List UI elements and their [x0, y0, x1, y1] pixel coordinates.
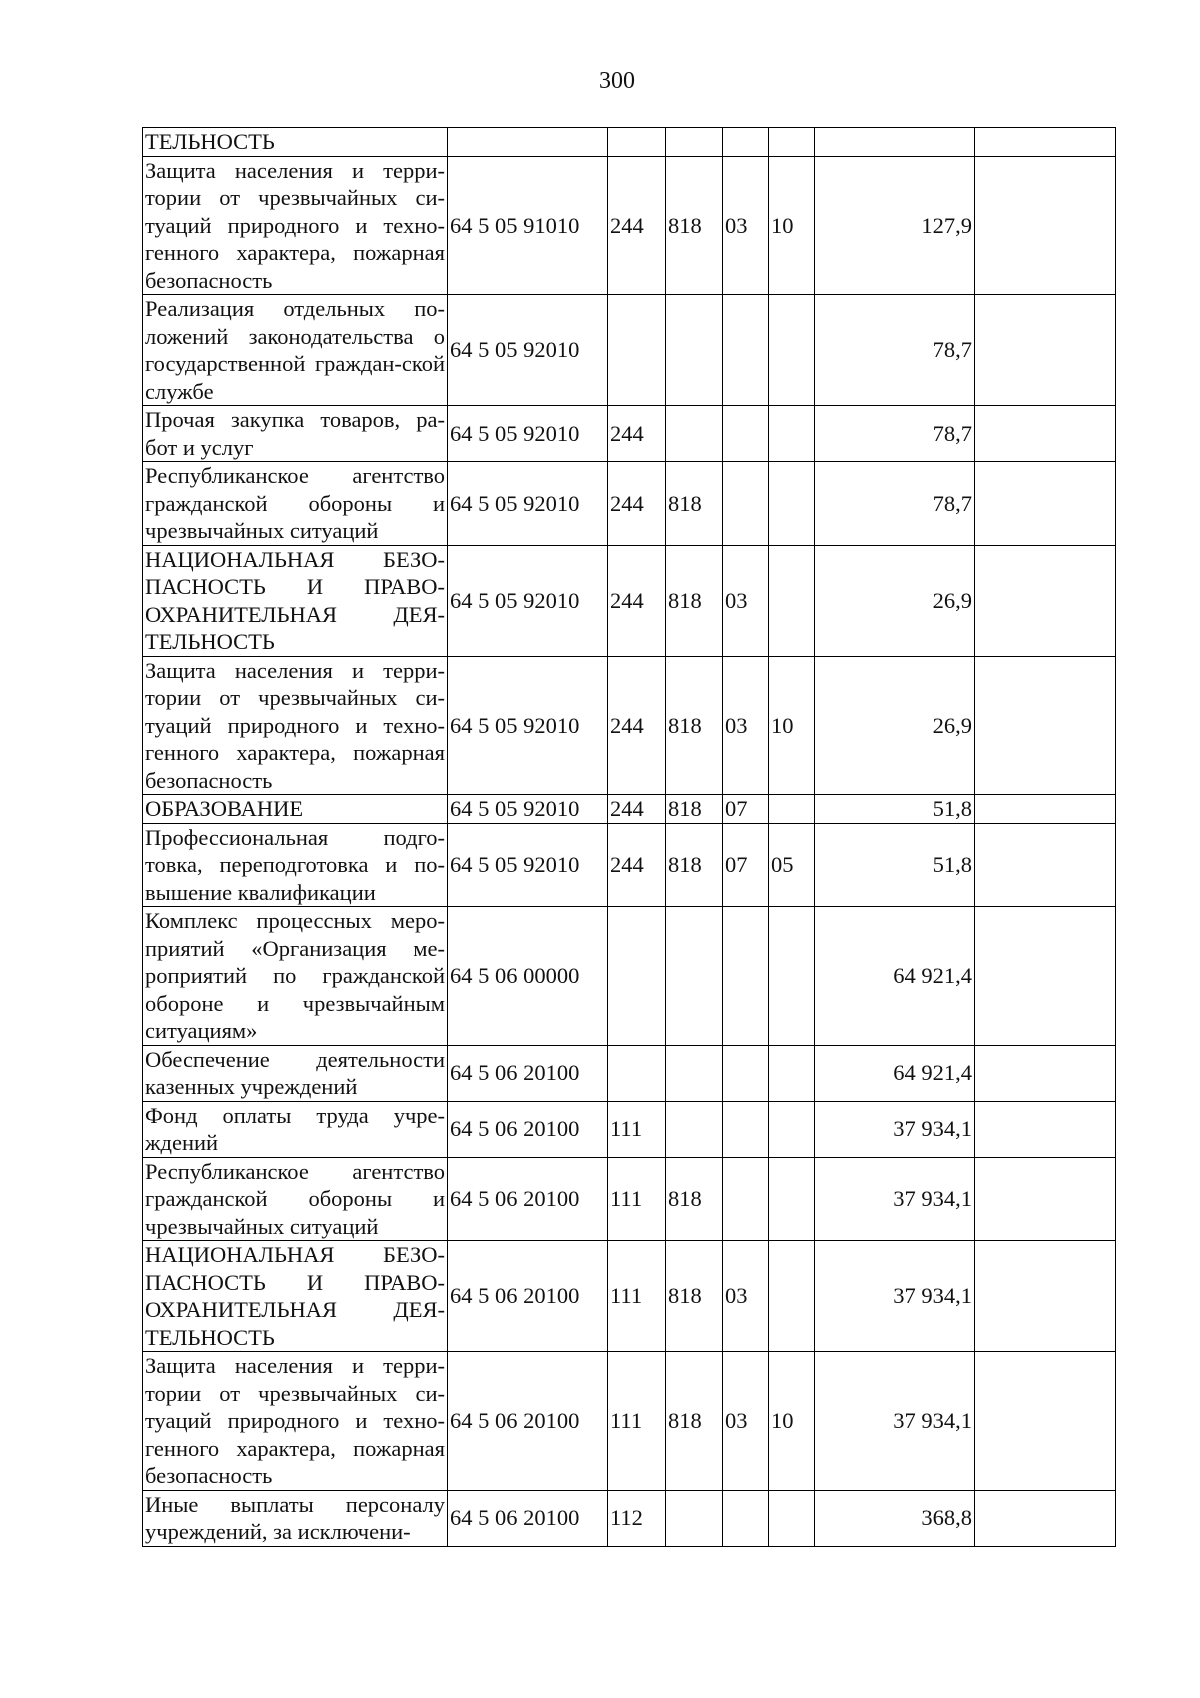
row-code-cell [448, 128, 608, 157]
row-extra-cell [975, 156, 1116, 295]
row-amount-cell: 37 934,1 [815, 1157, 975, 1241]
row-subsection-cell: 05 [769, 823, 815, 907]
row-expense-type-cell: 111 [608, 1352, 666, 1491]
row-expense-type-cell: 244 [608, 795, 666, 824]
table-row [143, 128, 1116, 157]
row-code-cell: 64 5 06 20100 [448, 1490, 608, 1546]
row-extra-cell [975, 545, 1116, 656]
row-section-cell [723, 1490, 769, 1546]
row-administrator-cell [666, 1045, 723, 1101]
row-extra-cell [975, 1241, 1116, 1352]
row-name-cell: Профессиональная подго-товка, переподготовка и по-вышение квалификации [143, 823, 448, 907]
row-amount-cell [815, 128, 975, 157]
table-row [143, 1101, 1116, 1157]
row-extra-cell [975, 1101, 1116, 1157]
row-administrator-cell [666, 128, 723, 157]
row-extra-cell [975, 795, 1116, 824]
row-extra-cell [975, 406, 1116, 462]
row-subsection-cell: 10 [769, 1352, 815, 1491]
row-expense-type-cell: 244 [608, 156, 666, 295]
row-name-cell: Обеспечение деятельности казенных учреждений [143, 1045, 448, 1101]
row-section-cell: 07 [723, 795, 769, 824]
row-expense-type-cell [608, 128, 666, 157]
table-row [143, 1157, 1116, 1241]
row-administrator-cell [666, 1101, 723, 1157]
row-code-cell: 64 5 06 20100 [448, 1045, 608, 1101]
row-name-cell: Комплекс процессных меро-приятий «Организация ме-роприятий по гражданской обороне и чрезвычайным ситуациям» [143, 907, 448, 1046]
row-name-cell: Защита населения и терри-тории от чрезвычайных си-туаций природного и техно-генного характера, пожарная безопасность [143, 1352, 448, 1491]
row-expense-type-cell: 244 [608, 656, 666, 795]
row-section-cell [723, 128, 769, 157]
row-amount-cell: 127,9 [815, 156, 975, 295]
row-name-cell: Защита населения и терри-тории от чрезвычайных си-туаций природного и техно-генного характера, пожарная безопасность [143, 656, 448, 795]
row-code-cell: 64 5 06 20100 [448, 1352, 608, 1491]
row-expense-type-cell: 111 [608, 1241, 666, 1352]
table-row [143, 1045, 1116, 1101]
row-section-cell: 07 [723, 823, 769, 907]
row-extra-cell [975, 1352, 1116, 1491]
row-extra-cell [975, 1490, 1116, 1546]
page-number: 300 [599, 68, 635, 94]
row-subsection-cell: 10 [769, 656, 815, 795]
row-administrator-cell: 818 [666, 1157, 723, 1241]
row-amount-cell: 78,7 [815, 462, 975, 546]
row-code-cell: 64 5 06 20100 [448, 1157, 608, 1241]
row-name-cell: Фонд оплаты труда учре-ждений [143, 1101, 448, 1157]
row-administrator-cell: 818 [666, 795, 723, 824]
row-code-cell: 64 5 05 92010 [448, 795, 608, 824]
row-name-cell: Республиканское агентство гражданской обороны и чрезвычайных ситуаций [143, 1157, 448, 1241]
row-amount-cell: 26,9 [815, 656, 975, 795]
row-administrator-cell: 818 [666, 545, 723, 656]
row-amount-cell: 368,8 [815, 1490, 975, 1546]
row-expense-type-cell: 244 [608, 823, 666, 907]
row-code-cell: 64 5 05 92010 [448, 295, 608, 406]
table-row [143, 656, 1116, 795]
row-amount-cell: 51,8 [815, 823, 975, 907]
row-extra-cell [975, 1157, 1116, 1241]
row-subsection-cell: 10 [769, 156, 815, 295]
row-section-cell: 03 [723, 1241, 769, 1352]
row-amount-cell: 78,7 [815, 406, 975, 462]
row-code-cell: 64 5 05 92010 [448, 406, 608, 462]
row-expense-type-cell [608, 1045, 666, 1101]
row-section-cell [723, 1101, 769, 1157]
table-row [143, 907, 1116, 1046]
table-row [143, 545, 1116, 656]
row-expense-type-cell: 112 [608, 1490, 666, 1546]
row-name-cell: НАЦИОНАЛЬНАЯ БЕЗО-ПАСНОСТЬ И ПРАВО-ОХРАНИТЕЛЬНАЯ ДЕЯ-ТЕЛЬНОСТЬ [143, 1241, 448, 1352]
row-extra-cell [975, 462, 1116, 546]
row-subsection-cell [769, 907, 815, 1046]
budget-table-body [143, 128, 1116, 1547]
table-row [143, 406, 1116, 462]
row-amount-cell: 64 921,4 [815, 1045, 975, 1101]
row-extra-cell [975, 823, 1116, 907]
row-code-cell: 64 5 05 92010 [448, 823, 608, 907]
table-row [143, 156, 1116, 295]
row-subsection-cell [769, 128, 815, 157]
table-row [143, 1241, 1116, 1352]
row-expense-type-cell: 244 [608, 462, 666, 546]
table-row [143, 295, 1116, 406]
row-section-cell: 03 [723, 545, 769, 656]
row-amount-cell: 78,7 [815, 295, 975, 406]
row-administrator-cell [666, 1490, 723, 1546]
row-administrator-cell [666, 907, 723, 1046]
row-administrator-cell: 818 [666, 1352, 723, 1491]
row-amount-cell: 26,9 [815, 545, 975, 656]
table-row [143, 823, 1116, 907]
row-subsection-cell [769, 1490, 815, 1546]
row-extra-cell [975, 907, 1116, 1046]
row-name-cell: Республиканское агентство гражданской обороны и чрезвычайных ситуаций [143, 462, 448, 546]
row-code-cell: 64 5 06 20100 [448, 1241, 608, 1352]
table-row [143, 1490, 1116, 1546]
row-extra-cell [975, 1045, 1116, 1101]
row-subsection-cell [769, 295, 815, 406]
row-subsection-cell [769, 795, 815, 824]
row-section-cell [723, 1045, 769, 1101]
row-expense-type-cell: 244 [608, 406, 666, 462]
row-administrator-cell [666, 295, 723, 406]
row-name-cell: Реализация отдельных по-ложений законодательства о государственной граждан-ской службе [143, 295, 448, 406]
row-administrator-cell: 818 [666, 656, 723, 795]
row-extra-cell [975, 128, 1116, 157]
row-code-cell: 64 5 05 92010 [448, 462, 608, 546]
row-section-cell [723, 462, 769, 546]
row-section-cell [723, 1157, 769, 1241]
row-subsection-cell [769, 1045, 815, 1101]
row-extra-cell [975, 656, 1116, 795]
table-row [143, 795, 1116, 824]
row-code-cell: 64 5 05 92010 [448, 656, 608, 795]
row-section-cell: 03 [723, 156, 769, 295]
row-name-cell: НАЦИОНАЛЬНАЯ БЕЗО-ПАСНОСТЬ И ПРАВО-ОХРАНИТЕЛЬНАЯ ДЕЯ-ТЕЛЬНОСТЬ [143, 545, 448, 656]
row-subsection-cell [769, 1241, 815, 1352]
row-name-cell: ТЕЛЬНОСТЬ [143, 128, 448, 157]
row-expense-type-cell: 111 [608, 1101, 666, 1157]
row-section-cell: 03 [723, 656, 769, 795]
row-amount-cell: 37 934,1 [815, 1241, 975, 1352]
row-section-cell [723, 907, 769, 1046]
row-code-cell: 64 5 06 20100 [448, 1101, 608, 1157]
row-section-cell: 03 [723, 1352, 769, 1491]
table-row [143, 462, 1116, 546]
row-code-cell: 64 5 05 92010 [448, 545, 608, 656]
table-row [143, 1352, 1116, 1491]
row-name-cell: Защита населения и терри-тории от чрезвычайных си-туаций природного и техно-генного характера, пожарная безопасность [143, 156, 448, 295]
row-amount-cell: 51,8 [815, 795, 975, 824]
row-administrator-cell [666, 406, 723, 462]
row-subsection-cell [769, 1101, 815, 1157]
row-expense-type-cell [608, 907, 666, 1046]
row-subsection-cell [769, 406, 815, 462]
row-subsection-cell [769, 545, 815, 656]
row-section-cell [723, 295, 769, 406]
row-amount-cell: 37 934,1 [815, 1101, 975, 1157]
row-code-cell: 64 5 06 00000 [448, 907, 608, 1046]
row-name-cell: Иные выплаты персоналу учреждений, за исключени- [143, 1490, 448, 1546]
row-extra-cell [975, 295, 1116, 406]
row-administrator-cell: 818 [666, 156, 723, 295]
row-administrator-cell: 818 [666, 462, 723, 546]
row-amount-cell: 37 934,1 [815, 1352, 975, 1491]
row-expense-type-cell: 111 [608, 1157, 666, 1241]
row-expense-type-cell [608, 295, 666, 406]
row-subsection-cell [769, 462, 815, 546]
row-administrator-cell: 818 [666, 1241, 723, 1352]
budget-table [142, 127, 1116, 1547]
row-subsection-cell [769, 1157, 815, 1241]
row-name-cell: ОБРАЗОВАНИЕ [143, 795, 448, 824]
row-name-cell: Прочая закупка товаров, ра-бот и услуг [143, 406, 448, 462]
row-expense-type-cell: 244 [608, 545, 666, 656]
row-code-cell: 64 5 05 91010 [448, 156, 608, 295]
row-administrator-cell: 818 [666, 823, 723, 907]
row-amount-cell: 64 921,4 [815, 907, 975, 1046]
row-section-cell [723, 406, 769, 462]
